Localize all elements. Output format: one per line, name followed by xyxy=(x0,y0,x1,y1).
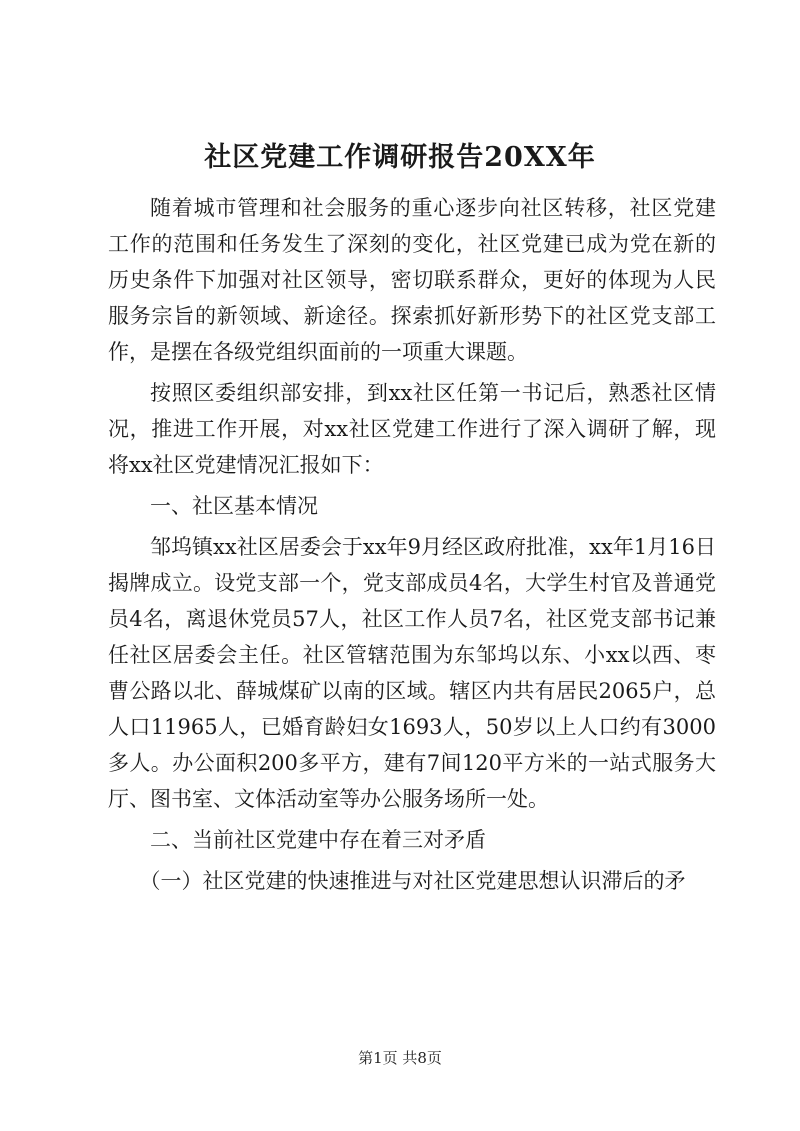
paragraph-arrangement: 按照区委组织部安排，到xx社区任第一书记后，熟悉社区情况，推进工作开展，对xx社区党建工作进行了深入调研了解，现将xx社区党建情况汇报如下： xyxy=(108,381,716,477)
section-heading-basic-info: 一、社区基本情况 xyxy=(150,494,318,518)
paragraph-basic-info: 邹坞镇xx社区居委会于xx年9月经区政府批准，xx年1月16日揭牌成立。设党支部一个，党支部成员4名，大学生村官及普通党员4名，离退休党员57人，社区工作人员7名，社区党支部书记兼任社区居委会主任。社区管辖范围为东邹坞以东、小xx以西、枣曹公路以北、薛城煤矿以南的区域。辖区内共有居民2065户，总人口11965人，已婚育龄妇女1693人，50岁以上人口约有3000多人。办公面积200多平方，建有7间120平方米的一站式服务大厅、图书室、文体活动室等办公服务场所一处。 xyxy=(108,535,716,811)
document-title: 社区党建工作调研报告20XX年 xyxy=(204,142,596,173)
page-number-footer: 第1页 共8页 xyxy=(358,1049,442,1067)
section-heading-contradictions: 二、当前社区党建中存在着三对矛盾 xyxy=(150,828,486,852)
subsection-heading-first: （一）社区党建的快速推进与对社区党建思想认识滞后的矛 xyxy=(139,869,686,893)
paragraph-intro: 随着城市管理和社会服务的重心逐步向社区转移，社区党建工作的范围和任务发生了深刻的变化，社区党建已成为党在新的历史条件下加强对社区领导，密切联系群众，更好的体现为人民服务宗旨的新领域、新途径。探索抓好新形势下的社区党支部工作，是摆在各级党组织面前的一项重大课题。 xyxy=(108,196,716,364)
document-body xyxy=(108,190,716,899)
